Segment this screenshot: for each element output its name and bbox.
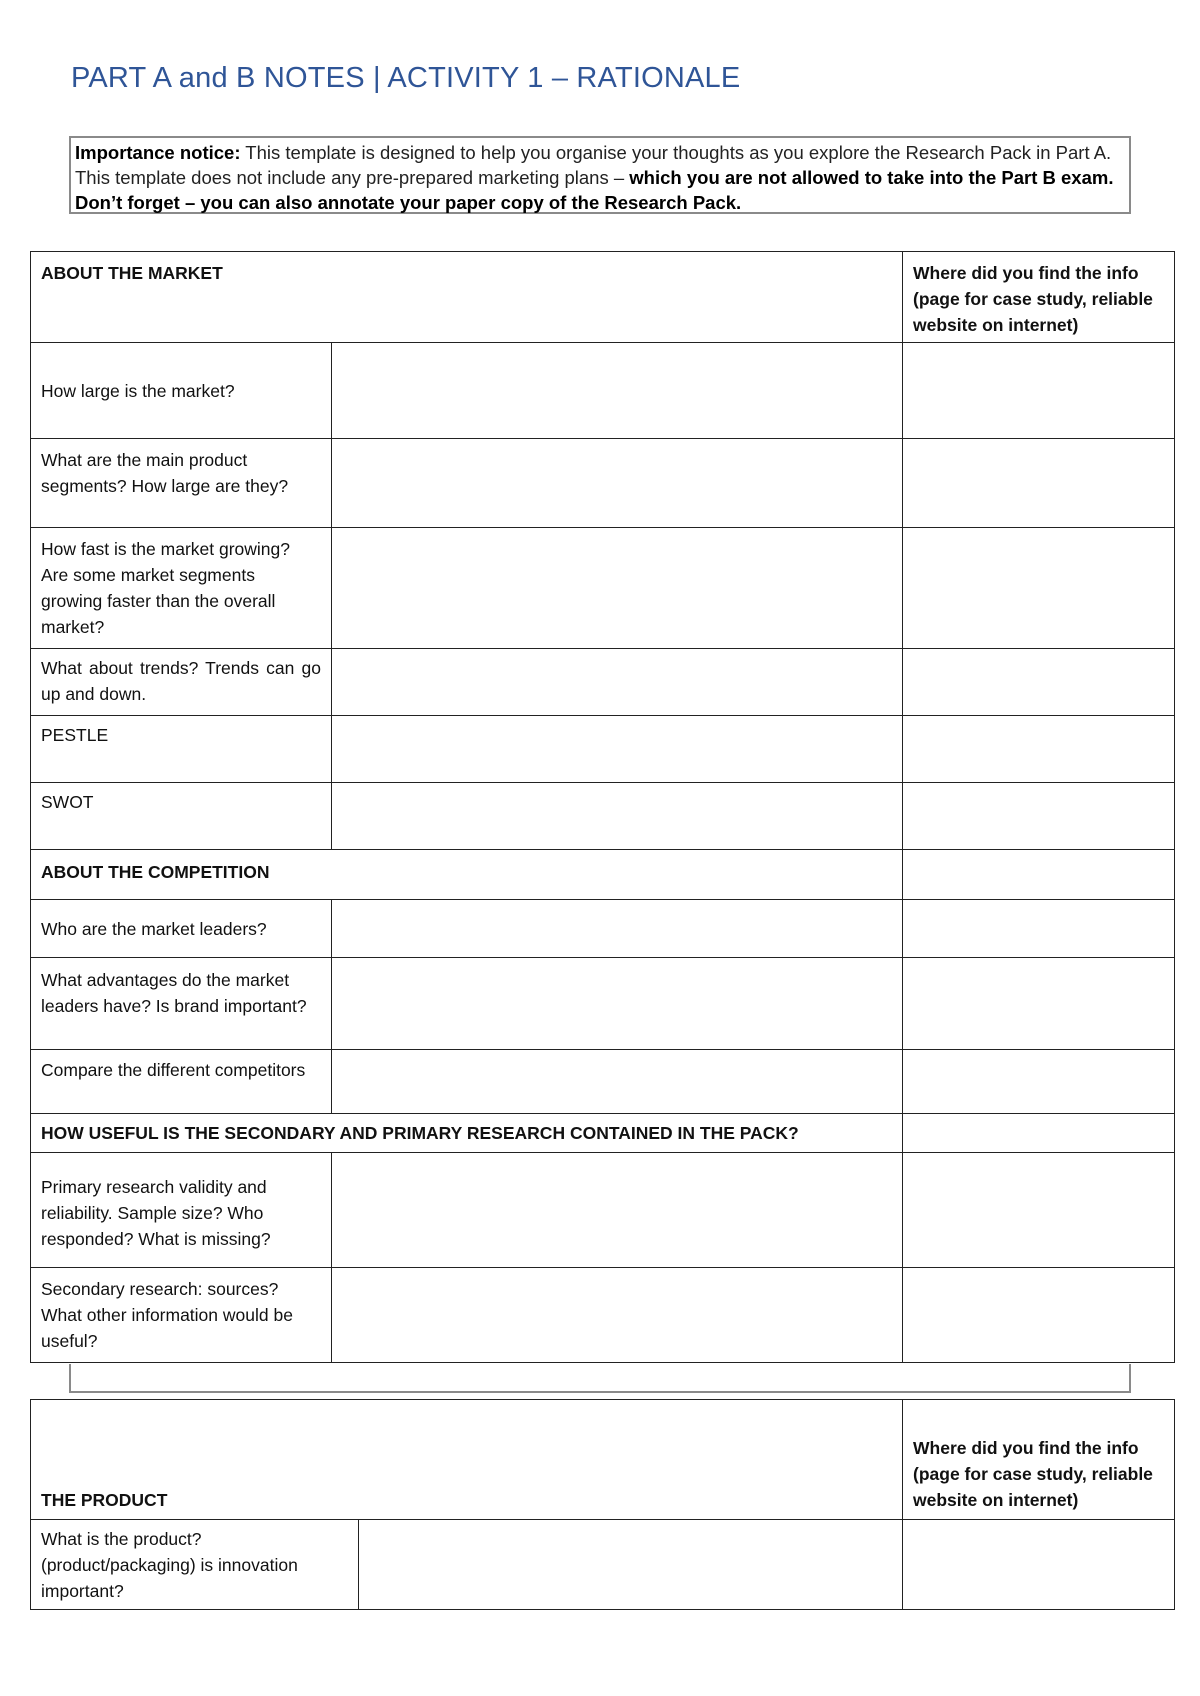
- question-market-leaders: Who are the market leaders?: [31, 900, 332, 958]
- question-swot: SWOT: [31, 783, 332, 850]
- question-compare-competitors: Compare the different competitors: [31, 1050, 332, 1114]
- notice-label: Importance notice:: [75, 142, 241, 163]
- answer-cell[interactable]: [332, 649, 903, 716]
- question-product-segments: What are the main product segments? How large are they?: [31, 439, 332, 528]
- answer-cell[interactable]: [332, 900, 903, 958]
- section-header-market: ABOUT THE MARKET: [31, 252, 903, 343]
- answer-cell[interactable]: [359, 1520, 903, 1610]
- answer-cell[interactable]: [332, 528, 903, 649]
- answer-cell[interactable]: [332, 716, 903, 783]
- source-cell[interactable]: [903, 783, 1175, 850]
- importance-notice: [69, 136, 1131, 214]
- source-cell[interactable]: [903, 528, 1175, 649]
- source-cell[interactable]: [903, 900, 1175, 958]
- answer-cell[interactable]: [332, 439, 903, 528]
- question-market-size: How large is the market?: [31, 343, 332, 439]
- answer-cell[interactable]: [332, 1050, 903, 1114]
- market-notes-table: [30, 251, 1175, 1363]
- question-market-growth: How fast is the market growing? Are some market segments growing faster than the overall market?: [31, 528, 332, 649]
- source-cell[interactable]: [903, 1050, 1175, 1114]
- question-primary-research: Primary research validity and reliability. Sample size? Who responded? What is missing?: [31, 1153, 332, 1268]
- source-cell[interactable]: [903, 1153, 1175, 1268]
- source-header: Where did you find the info (page for case study, reliable website on internet): [903, 252, 1175, 343]
- question-pestle: PESTLE: [31, 716, 332, 783]
- question-product: What is the product? (product/packaging) is innovation important?: [31, 1520, 359, 1610]
- source-cell[interactable]: [903, 1520, 1175, 1610]
- source-cell[interactable]: [903, 649, 1175, 716]
- question-secondary-research: Secondary research: sources? What other information would be useful?: [31, 1268, 332, 1363]
- source-cell[interactable]: [903, 343, 1175, 439]
- page-title: PART A and B NOTES | ACTIVITY 1 – RATIONALE: [71, 62, 741, 94]
- answer-cell[interactable]: [332, 343, 903, 439]
- spacer-box: [69, 1364, 1131, 1393]
- answer-cell[interactable]: [332, 783, 903, 850]
- notice-text: This template is designed to help you organise your thoughts as you explore the Research Pack in Part A. This template does not include any pre-prepared marketing plans –: [75, 142, 1112, 188]
- notice-bold-text: which you are not allowed to take into the Part B exam. Don’t forget – you can also annotate your paper copy of the Research Pack.: [75, 167, 1114, 213]
- question-trends: What about trends? Trends can go up and down.: [31, 649, 332, 716]
- answer-cell[interactable]: [332, 1153, 903, 1268]
- answer-cell[interactable]: [332, 958, 903, 1050]
- answer-cell[interactable]: [332, 1268, 903, 1363]
- source-cell[interactable]: [903, 958, 1175, 1050]
- section-header-research: HOW USEFUL IS THE SECONDARY AND PRIMARY RESEARCH CONTAINED IN THE PACK?: [31, 1114, 903, 1153]
- source-header-product: Where did you find the info (page for case study, reliable website on internet): [903, 1400, 1175, 1520]
- product-notes-table: [30, 1399, 1175, 1610]
- source-cell[interactable]: [903, 850, 1175, 900]
- source-cell[interactable]: [903, 1114, 1175, 1153]
- section-header-competition: ABOUT THE COMPETITION: [31, 850, 903, 900]
- question-leader-advantages: What advantages do the market leaders have? Is brand important?: [31, 958, 332, 1050]
- section-header-product: THE PRODUCT: [31, 1400, 903, 1520]
- source-cell[interactable]: [903, 716, 1175, 783]
- source-cell[interactable]: [903, 1268, 1175, 1363]
- source-cell[interactable]: [903, 439, 1175, 528]
